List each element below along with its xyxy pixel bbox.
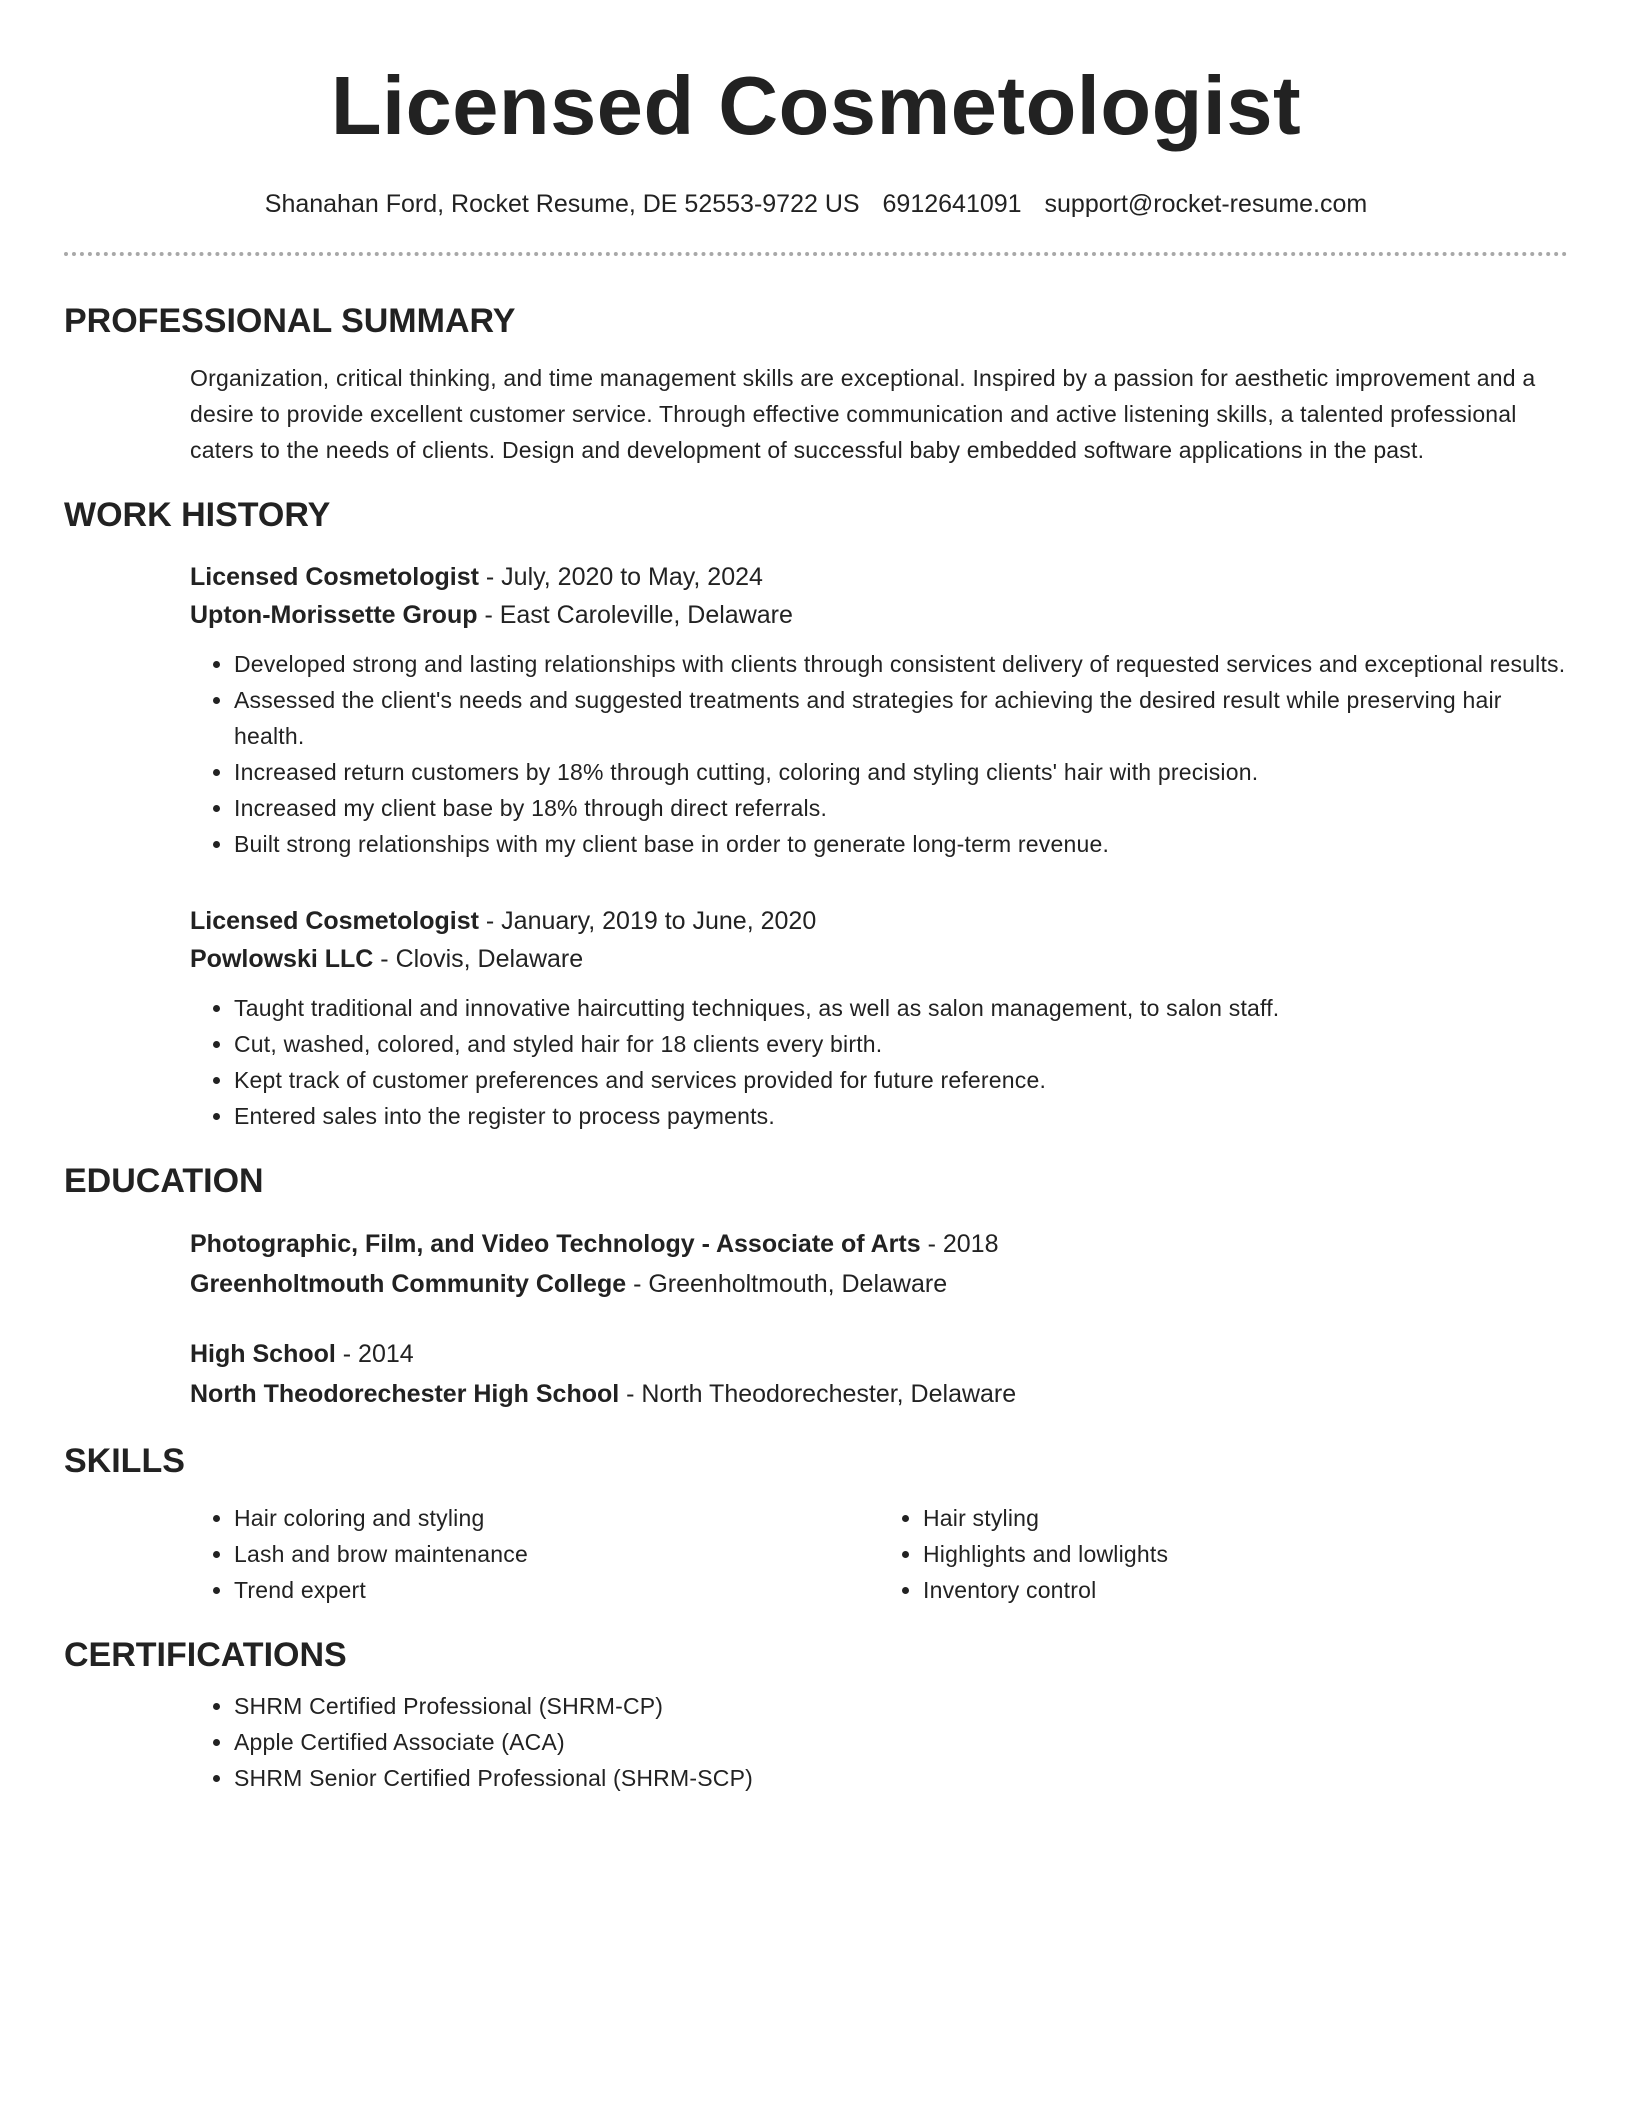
list-item: • Increased return customers by 18% through cutting, coloring and styling clients' hair with precision. [234, 754, 1568, 790]
education-entry [190, 1334, 1568, 1414]
education-degree: High School [190, 1340, 336, 1368]
skill-item: • Trend expert [234, 1572, 879, 1608]
skills-column-right [879, 1500, 1568, 1608]
certifications-list [190, 1688, 1568, 1796]
job-company: Powlowski LLC [190, 945, 374, 973]
education-year: - 2018 [920, 1230, 999, 1258]
education-heading: EDUCATION [64, 1162, 264, 1200]
list-item: • Assessed the client's needs and suggested treatments and strategies for achieving the desired result while preserving hair health. [234, 682, 1568, 754]
job-title-line [190, 558, 1568, 596]
skills-section [64, 1440, 1568, 1608]
education-location: - Greenholtmouth, Delaware [626, 1270, 948, 1298]
education-section [64, 1160, 1568, 1414]
list-item: • Cut, washed, colored, and styled hair for 18 clients every birth. [234, 1026, 1568, 1062]
summary-text: Organization, critical thinking, and time management skills are exceptional. Inspired by a passion for aesthetic improvement and a desire to provide excellent customer service. Through effective communication and active listening skills, a talented professional caters to the needs of clients. Design and development of successful baby embedded software applications in the past. [190, 365, 1536, 463]
education-school: Greenholtmouth Community College [190, 1270, 627, 1298]
education-school-line [190, 1264, 1568, 1304]
job-role: Licensed Cosmetologist [190, 563, 479, 591]
job-dates: - January, 2019 to June, 2020 [478, 907, 817, 935]
job-bullets [190, 646, 1568, 862]
job-dates: - July, 2020 to May, 2024 [478, 563, 763, 591]
education-entry [190, 1224, 1568, 1304]
job-company-line [190, 596, 1568, 634]
contact-email: support@rocket-resume.com [1044, 190, 1368, 218]
certifications-heading: CERTIFICATIONS [64, 1636, 347, 1674]
summary-section [64, 300, 1568, 468]
job-title-line [190, 902, 1568, 940]
education-location: - North Theodorechester, Delaware [619, 1380, 1017, 1408]
job-entry [190, 902, 1568, 1134]
resume-name: Licensed Cosmetologist [330, 59, 1302, 152]
education-degree-line [190, 1334, 1568, 1374]
job-location: - Clovis, Delaware [373, 945, 584, 973]
list-item: • Entered sales into the register to process payments. [234, 1098, 1568, 1134]
education-year: - 2014 [335, 1340, 414, 1368]
skills-grid [190, 1500, 1568, 1608]
certifications-section [64, 1634, 1568, 1796]
certification-item: • Apple Certified Associate (ACA) [234, 1724, 1568, 1760]
job-entry [190, 558, 1568, 862]
certifications-body [190, 1688, 1568, 1796]
summary-heading: PROFESSIONAL SUMMARY [64, 302, 516, 340]
skill-item: • Hair styling [923, 1500, 1568, 1536]
job-role: Licensed Cosmetologist [190, 907, 479, 935]
contact-phone: 6912641091 [882, 190, 1022, 218]
list-item: • Taught traditional and innovative haircutting techniques, as well as salon management, to salon staff. [234, 990, 1568, 1026]
job-bullets [190, 990, 1568, 1134]
job-location: - East Caroleville, Delaware [477, 601, 793, 629]
skills-column-left [190, 1500, 879, 1608]
list-item: • Increased my client base by 18% through direct referrals. [234, 790, 1568, 826]
header-divider [64, 252, 1568, 256]
work-history-section [64, 494, 1568, 1134]
skill-item: • Lash and brow maintenance [234, 1536, 879, 1572]
contact-address: Shanahan Ford, Rocket Resume, DE 52553-9722 US [264, 190, 860, 218]
education-school-line [190, 1374, 1568, 1414]
education-school: North Theodorechester High School [190, 1380, 620, 1408]
job-company: Upton-Morissette Group [190, 601, 478, 629]
skill-item: • Highlights and lowlights [923, 1536, 1568, 1572]
skill-item: • Inventory control [923, 1572, 1568, 1608]
contact-line [64, 188, 1568, 220]
list-item: • Kept track of customer preferences and services provided for future reference. [234, 1062, 1568, 1098]
education-degree-line [190, 1224, 1568, 1264]
education-degree: Photographic, Film, and Video Technology - Associate of Arts [190, 1230, 921, 1258]
skill-item: • Hair coloring and styling [234, 1500, 879, 1536]
skills-heading: SKILLS [64, 1442, 185, 1480]
work-history-heading: WORK HISTORY [64, 496, 331, 534]
certification-item: • SHRM Senior Certified Professional (SHRM-SCP) [234, 1760, 1568, 1796]
job-company-line [190, 940, 1568, 978]
list-item: • Built strong relationships with my client base in order to generate long-term revenue. [234, 826, 1568, 862]
list-item: • Developed strong and lasting relationships with clients through consistent delivery of requested services and exceptional results. [234, 646, 1568, 682]
certification-item: • SHRM Certified Professional (SHRM-CP) [234, 1688, 1568, 1724]
